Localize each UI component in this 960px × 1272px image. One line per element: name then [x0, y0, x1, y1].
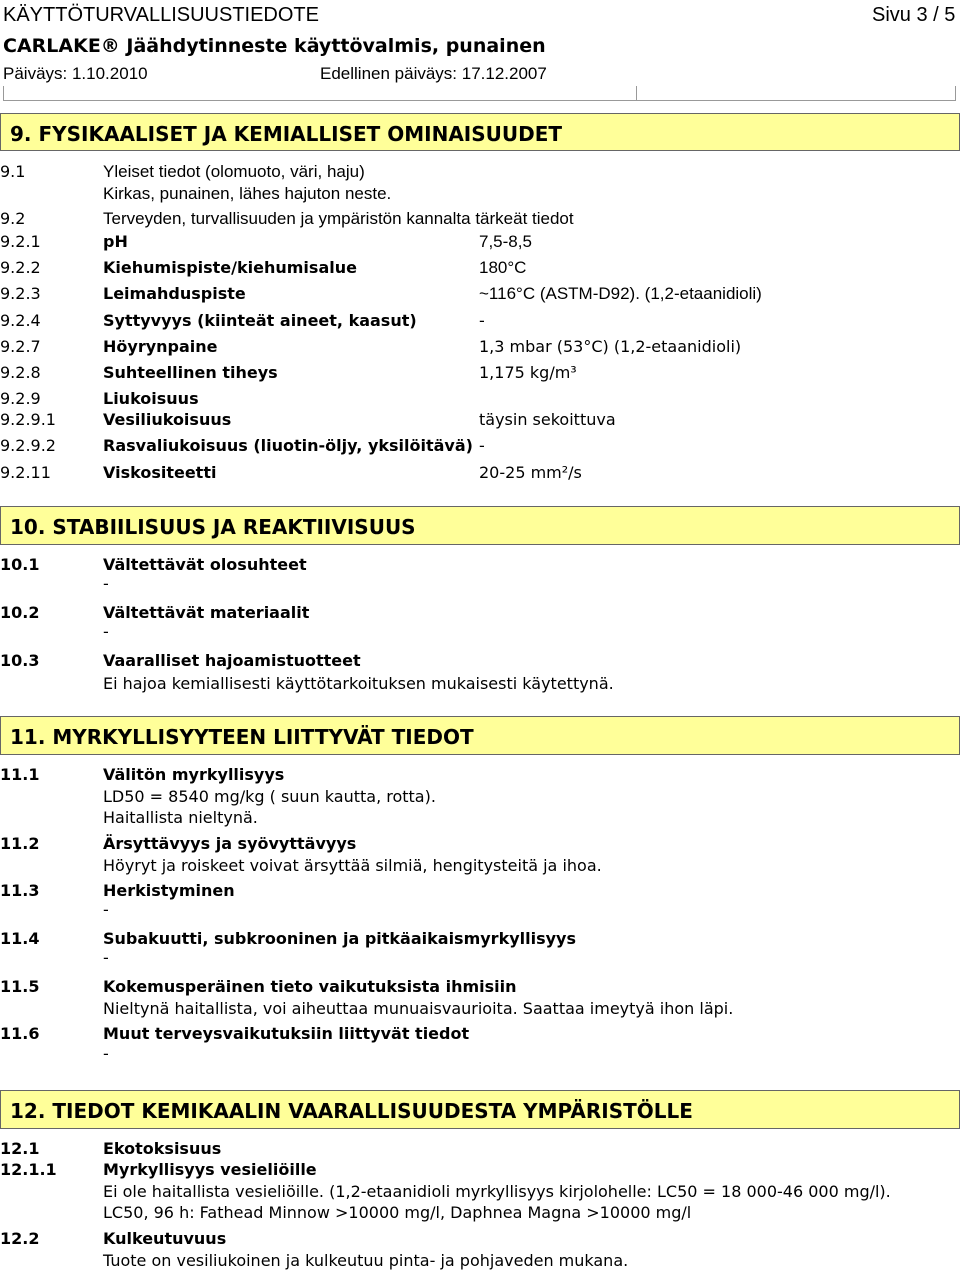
item-number: 10.1 [0, 555, 40, 574]
property-label: Liukoisuus [103, 389, 199, 408]
property-number: 9.2.2 [0, 258, 41, 277]
property-number: 9.2.11 [0, 463, 51, 482]
property-label: Höyrynpaine [103, 337, 218, 356]
item-text: Haitallista nieltynä. [103, 808, 258, 827]
item-label: Myrkyllisyys vesieliöille [103, 1160, 317, 1179]
item-number: 10.3 [0, 651, 40, 670]
previous-date: Edellinen päiväys: 17.12.2007 [320, 64, 547, 83]
property-value: - [479, 311, 485, 330]
property-value: 1,175 kg/m³ [479, 363, 577, 382]
item-number: 11.4 [0, 929, 40, 948]
item-number: 9.1 [0, 162, 26, 181]
issue-date: Päiväys: 1.10.2010 [3, 64, 148, 83]
header-divider [636, 86, 637, 100]
item-label: Ekotoksisuus [103, 1139, 222, 1158]
item-text: Nieltynä haitallista, voi aiheuttaa munuaisvaurioita. Saattaa imeytyä ihon läpi. [103, 999, 734, 1018]
item-label: Vältettävät materiaalit [103, 603, 310, 622]
item-label: Terveyden, turvallisuuden ja ympäristön kannalta tärkeät tiedot [103, 209, 574, 228]
property-value: ~116°C (ASTM-D92). (1,2-etaanidioli) [479, 284, 762, 303]
property-label: pH [103, 232, 128, 251]
item-label: Muut terveysvaikutuksiin liittyvät tiedot [103, 1024, 470, 1043]
property-value: 20-25 mm²/s [479, 463, 582, 482]
item-text: - [103, 1044, 109, 1063]
item-text: - [103, 622, 109, 641]
header-divider [3, 100, 956, 101]
property-label: Kiehumispiste/kiehumisalue [103, 258, 357, 277]
item-number: 11.2 [0, 834, 40, 853]
property-number: 9.2.3 [0, 284, 41, 303]
property-value: 7,5-8,5 [479, 232, 532, 251]
item-number: 11.3 [0, 881, 40, 900]
section-heading: 12. TIEDOT KEMIKAALIN VAARALLISUUDESTA YMPÄRISTÖLLE [10, 1099, 693, 1123]
item-text: Ei ole haitallista vesieliöille. (1,2-etaanidioli myrkyllisyys kirjolohelle: LC50 = 18 000-46 000 mg/l). [103, 1182, 891, 1201]
item-number: 12.1 [0, 1139, 40, 1158]
item-number: 12.1.1 [0, 1160, 57, 1179]
section-heading: 9. FYSIKAALISET JA KEMIALLISET OMINAISUUDET [10, 122, 563, 146]
item-number: 11.6 [0, 1024, 40, 1043]
page-number: Sivu 3 / 5 [872, 4, 956, 26]
item-text: Höyryt ja roiskeet voivat ärsyttää silmiä, hengitysteitä ja ihoa. [103, 856, 602, 875]
item-text: Ei hajoa kemiallisesti käyttötarkoituksen mukaisesti käytettynä. [103, 674, 614, 693]
property-value: täysin sekoittuva [479, 410, 616, 429]
property-number: 9.2.7 [0, 337, 41, 356]
item-label: Välitön myrkyllisyys [103, 765, 285, 784]
property-number: 9.2.9.2 [0, 436, 56, 455]
item-number: 11.5 [0, 977, 40, 996]
header-divider [3, 86, 4, 100]
property-label: Vesiliukoisuus [103, 410, 232, 429]
property-number: 9.2.9 [0, 389, 41, 408]
item-text: - [103, 900, 109, 919]
item-text: - [103, 574, 109, 593]
product-name: CARLAKE® Jäähdytinneste käyttövalmis, punainen [3, 35, 546, 57]
item-text: Tuote on vesiliukoinen ja kulkeutuu pinta- ja pohjaveden mukana. [103, 1251, 629, 1270]
item-label: Vaaralliset hajoamistuotteet [103, 651, 361, 670]
section-heading-bar [0, 506, 960, 545]
property-value: - [479, 436, 485, 455]
item-number: 11.1 [0, 765, 40, 784]
property-value: 180°C [479, 258, 527, 277]
document-title: KÄYTTÖTURVALLISUUSTIEDOTE [3, 4, 319, 26]
item-number: 9.2 [0, 209, 26, 228]
item-text: LC50, 96 h: Fathead Minnow >10000 mg/l, Daphnea Magna >10000 mg/l [103, 1203, 692, 1222]
header-divider [955, 86, 956, 100]
item-label: Ärsyttävyys ja syövyttävyys [103, 834, 357, 853]
item-label: Herkistyminen [103, 881, 235, 900]
section-heading-bar [0, 716, 960, 755]
item-text: LD50 = 8540 mg/kg ( suun kautta, rotta). [103, 787, 436, 806]
property-number: 9.2.1 [0, 232, 41, 251]
property-number: 9.2.8 [0, 363, 41, 382]
property-label: Rasvaliukoisuus (liuotin-öljy, yksilöitävä) [103, 436, 473, 455]
item-number: 10.2 [0, 603, 40, 622]
section-heading-bar [0, 113, 960, 151]
item-label: Vältettävät olosuhteet [103, 555, 307, 574]
item-label: Subakuutti, subkrooninen ja pitkäaikaismyrkyllisyys [103, 929, 576, 948]
property-label: Viskositeetti [103, 463, 217, 482]
property-label: Leimahduspiste [103, 284, 246, 303]
section-heading: 10. STABIILISUUS JA REAKTIIVISUUS [10, 515, 416, 539]
item-text: - [103, 948, 109, 967]
item-number: 12.2 [0, 1229, 40, 1248]
section-heading: 11. MYRKYLLISYYTEEN LIITTYVÄT TIEDOT [10, 725, 474, 749]
property-label: Syttyvyys (kiinteät aineet, kaasut) [103, 311, 417, 330]
property-label: Suhteellinen tiheys [103, 363, 278, 382]
item-label: Kulkeutuvuus [103, 1229, 227, 1248]
item-label: Kokemusperäinen tieto vaikutuksista ihmisiin [103, 977, 517, 996]
section-heading-bar [0, 1090, 960, 1129]
item-label: Yleiset tiedot (olomuoto, väri, haju) [103, 162, 365, 181]
property-number: 9.2.4 [0, 311, 41, 330]
property-number: 9.2.9.1 [0, 410, 56, 429]
property-value: 1,3 mbar (53°C) (1,2-etaanidioli) [479, 337, 742, 356]
item-text: Kirkas, punainen, lähes hajuton neste. [103, 184, 392, 203]
